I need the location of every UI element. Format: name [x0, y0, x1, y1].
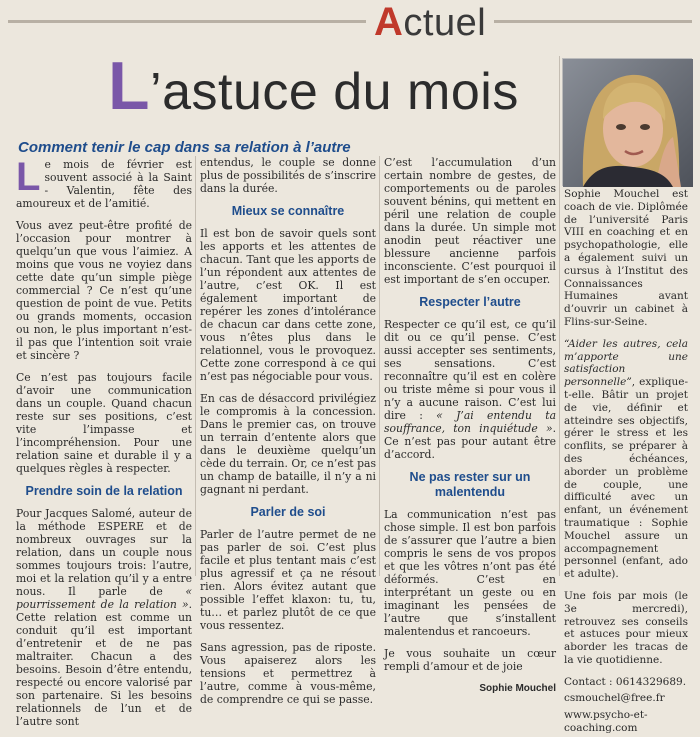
paragraph	[16, 507, 192, 728]
paragraph: En cas de désaccord privilégiez le compromis à la concession. Dans le premier cas, on trouve un terrain d’entente alors que dans le deuxième quelqu’un cède du terrain. Or, ce n’est pas un champ de bataille, il n’y a ni gagnant ni perdant.	[200, 392, 376, 496]
paragraph: Parler de l’autre permet de ne pas parler de soi. C’est plus facile et plus tentant mais c’est plus agressif et ça ne résout rien. Alors évitez autant que possible l’effet klaxon: tu, tu, tu… et parlez plutôt de ce que vous ressentez.	[200, 528, 376, 632]
author-bio-column	[564, 188, 688, 735]
paragraph-text: Respecter ce qu’il est, ce qu’il dit ou ce qu’il pense. C’est aussi accepter ses sentiments, ses sensations. C’est reconnaître qu’il est en colère ou triste même si pour vous il n’y a aucune raison. C’est lui dire :	[384, 318, 556, 422]
intro-paragraph	[16, 155, 192, 210]
column-3	[384, 156, 556, 695]
paragraph-text: , explique-t-elle. Bâtir un projet de vie, définir et atteindre ses objectifs, gérer le stress et les conflits, se préparer à des échéances, aborder un problème de couple, une difficulté avec un enfant, un événement traumatique : Sophie Mouchel assure un accompagnement personnel (enfant, ado et adulte).	[564, 376, 688, 581]
column-divider	[559, 56, 560, 576]
paragraph: C’est l’accumulation d’un certain nombre de gestes, de comportements ou de paroles souvent bénins, qui mettent en péril une relation de couple dans la durée. Un simple mot anodin peut réactiver une blessure ancienne parfois inconsciente. C’est pourquoi il est important de s’en occuper.	[384, 156, 556, 286]
closing-paragraph: Je vous souhaite un cœur rempli d’amour et de joie	[384, 647, 556, 673]
drop-cap: L	[16, 155, 41, 199]
bio-quote-paragraph	[564, 338, 688, 581]
section-rubric	[366, 2, 494, 43]
section-heading: Ne pas rester sur un malentendu	[409, 470, 531, 499]
contact-phone: Contact : 0614329689.	[564, 675, 687, 688]
paragraph: entendus, le couple se donne plus de possibilités de s’inscrire dans la durée.	[200, 156, 376, 195]
title-text: ’astuce du mois	[150, 63, 519, 121]
emphasis-text: « J’ai entendu ta souffrance, ton inquiétude »	[384, 409, 557, 435]
paragraph: Ce n’est pas toujours facile d’avoir une communication dans un couple. Quand chacun reste sur ses positions, c’est vite l’impasse et l’incompréhension. Pour une relation saine et durable il y a quelques règles à respecter.	[16, 371, 192, 475]
paragraph: Il est bon de savoir quels sont les apports et les attentes de chacun. Tant que les apports de l’un répondent aux attentes de l’autre, c’est OK. Il est également important de repérer les zones d’intolérance de chacun car dans cette zone, vous n’êtes plus dans le relationnel, vous le provoquez. Cette zone correspond à ce qui n’est pas négociable pour vous.	[200, 227, 376, 383]
author-signature: Sophie Mouchel	[479, 683, 556, 694]
section-heading: Prendre soin de la relation	[25, 484, 183, 498]
rubric-label: ctuel	[403, 2, 487, 44]
quote-text: “Aider les autres, cela m’apporte une satisfaction personnelle”	[564, 337, 688, 389]
rubric-initial: A	[374, 0, 404, 44]
paragraph: Sans agression, pas de riposte. Vous apaiserez alors les tensions et permettrez à l’autre, comme à vous-même, de comprendre ce qui se passe.	[200, 641, 376, 706]
paragraph-text: . Cette relation est comme un conduit qu’il est important d’entretenir et de ne pas maltraiter. Chacun a des besoins. Besoin d’être entendu, respecté ou encore valorisé par son partenaire. Si les besoins relationnels de l’un et de l’autre sont	[16, 598, 192, 728]
section-heading: Respecter l’autre	[419, 295, 521, 309]
column-divider	[195, 156, 196, 576]
column-divider	[379, 156, 380, 576]
bio-paragraph: Sophie Mouchel est coach de vie. Diplômée de l’université Paris VIII en coaching et en psychopathologie, elle a également suivi un cursus à l’Institut des Connaissances Humaines avant d’ouvrir un cabinet à Flins-sur-Seine.	[564, 188, 688, 328]
section-heading: Mieux se connaître	[231, 204, 345, 218]
paragraph-text: . Ce n’est pas pour autant être d’accord.	[384, 422, 556, 461]
section-heading: Parler de soi	[250, 505, 326, 519]
emphasis-text: « pourrissement de la relation »	[16, 585, 192, 611]
schedule-paragraph: Une fois par mois (le 3e mercredi), retrouvez ses conseils et astuces pour mieux aborder les tracas de la vie quotidienne.	[564, 589, 688, 666]
paragraph: La communication n’est pas chose simple. Il est bon parfois de s’assurer que l’autre a bien compris le sens de vos propos et que les vôtres n’ont pas été déformés. C’est en interprétant un geste ou en imaginant les pensées de l’autre que s’installent malentendus et rancoeurs.	[384, 508, 556, 638]
title-initial: L	[108, 48, 151, 124]
column-1	[16, 155, 192, 737]
top-rule	[8, 20, 692, 23]
column-2	[200, 156, 376, 715]
portrait-photo-icon	[563, 59, 693, 187]
paragraph: Vous avez peut-être profité de l’occasion pour montrer à quelqu’un que vous l’aimiez. A moins que vous ne voyiez dans cette date qu’un simple piège commercial ? Ce n’est qu’une question de point de vue. Petits ou grands moments, occasion ou non, le plus important n’est-il pas que l’intention soit vraie et sincère ?	[16, 219, 192, 362]
paragraph	[384, 318, 556, 461]
article-subtitle: Comment tenir le cap dans sa relation à l’autre	[18, 139, 351, 156]
contact-email[interactable]: csmouchel@free.fr	[564, 692, 665, 705]
contact-website[interactable]: www.psycho-et-coaching.com	[564, 709, 648, 735]
author-portrait	[562, 58, 692, 186]
page-title	[108, 48, 519, 124]
paragraph-text: e mois de février est souvent associé à la Saint - Valentin, fête des amoureux et de l’amitié.	[16, 158, 192, 210]
paragraph-text: Pour Jacques Salomé, auteur de la méthode ESPERE et de nombreux ouvrages sur la relation, dans un couple nous sommes toujours trois: l’autre, moi et la relation qu’il y a entre nous. Il parle de	[16, 507, 192, 598]
